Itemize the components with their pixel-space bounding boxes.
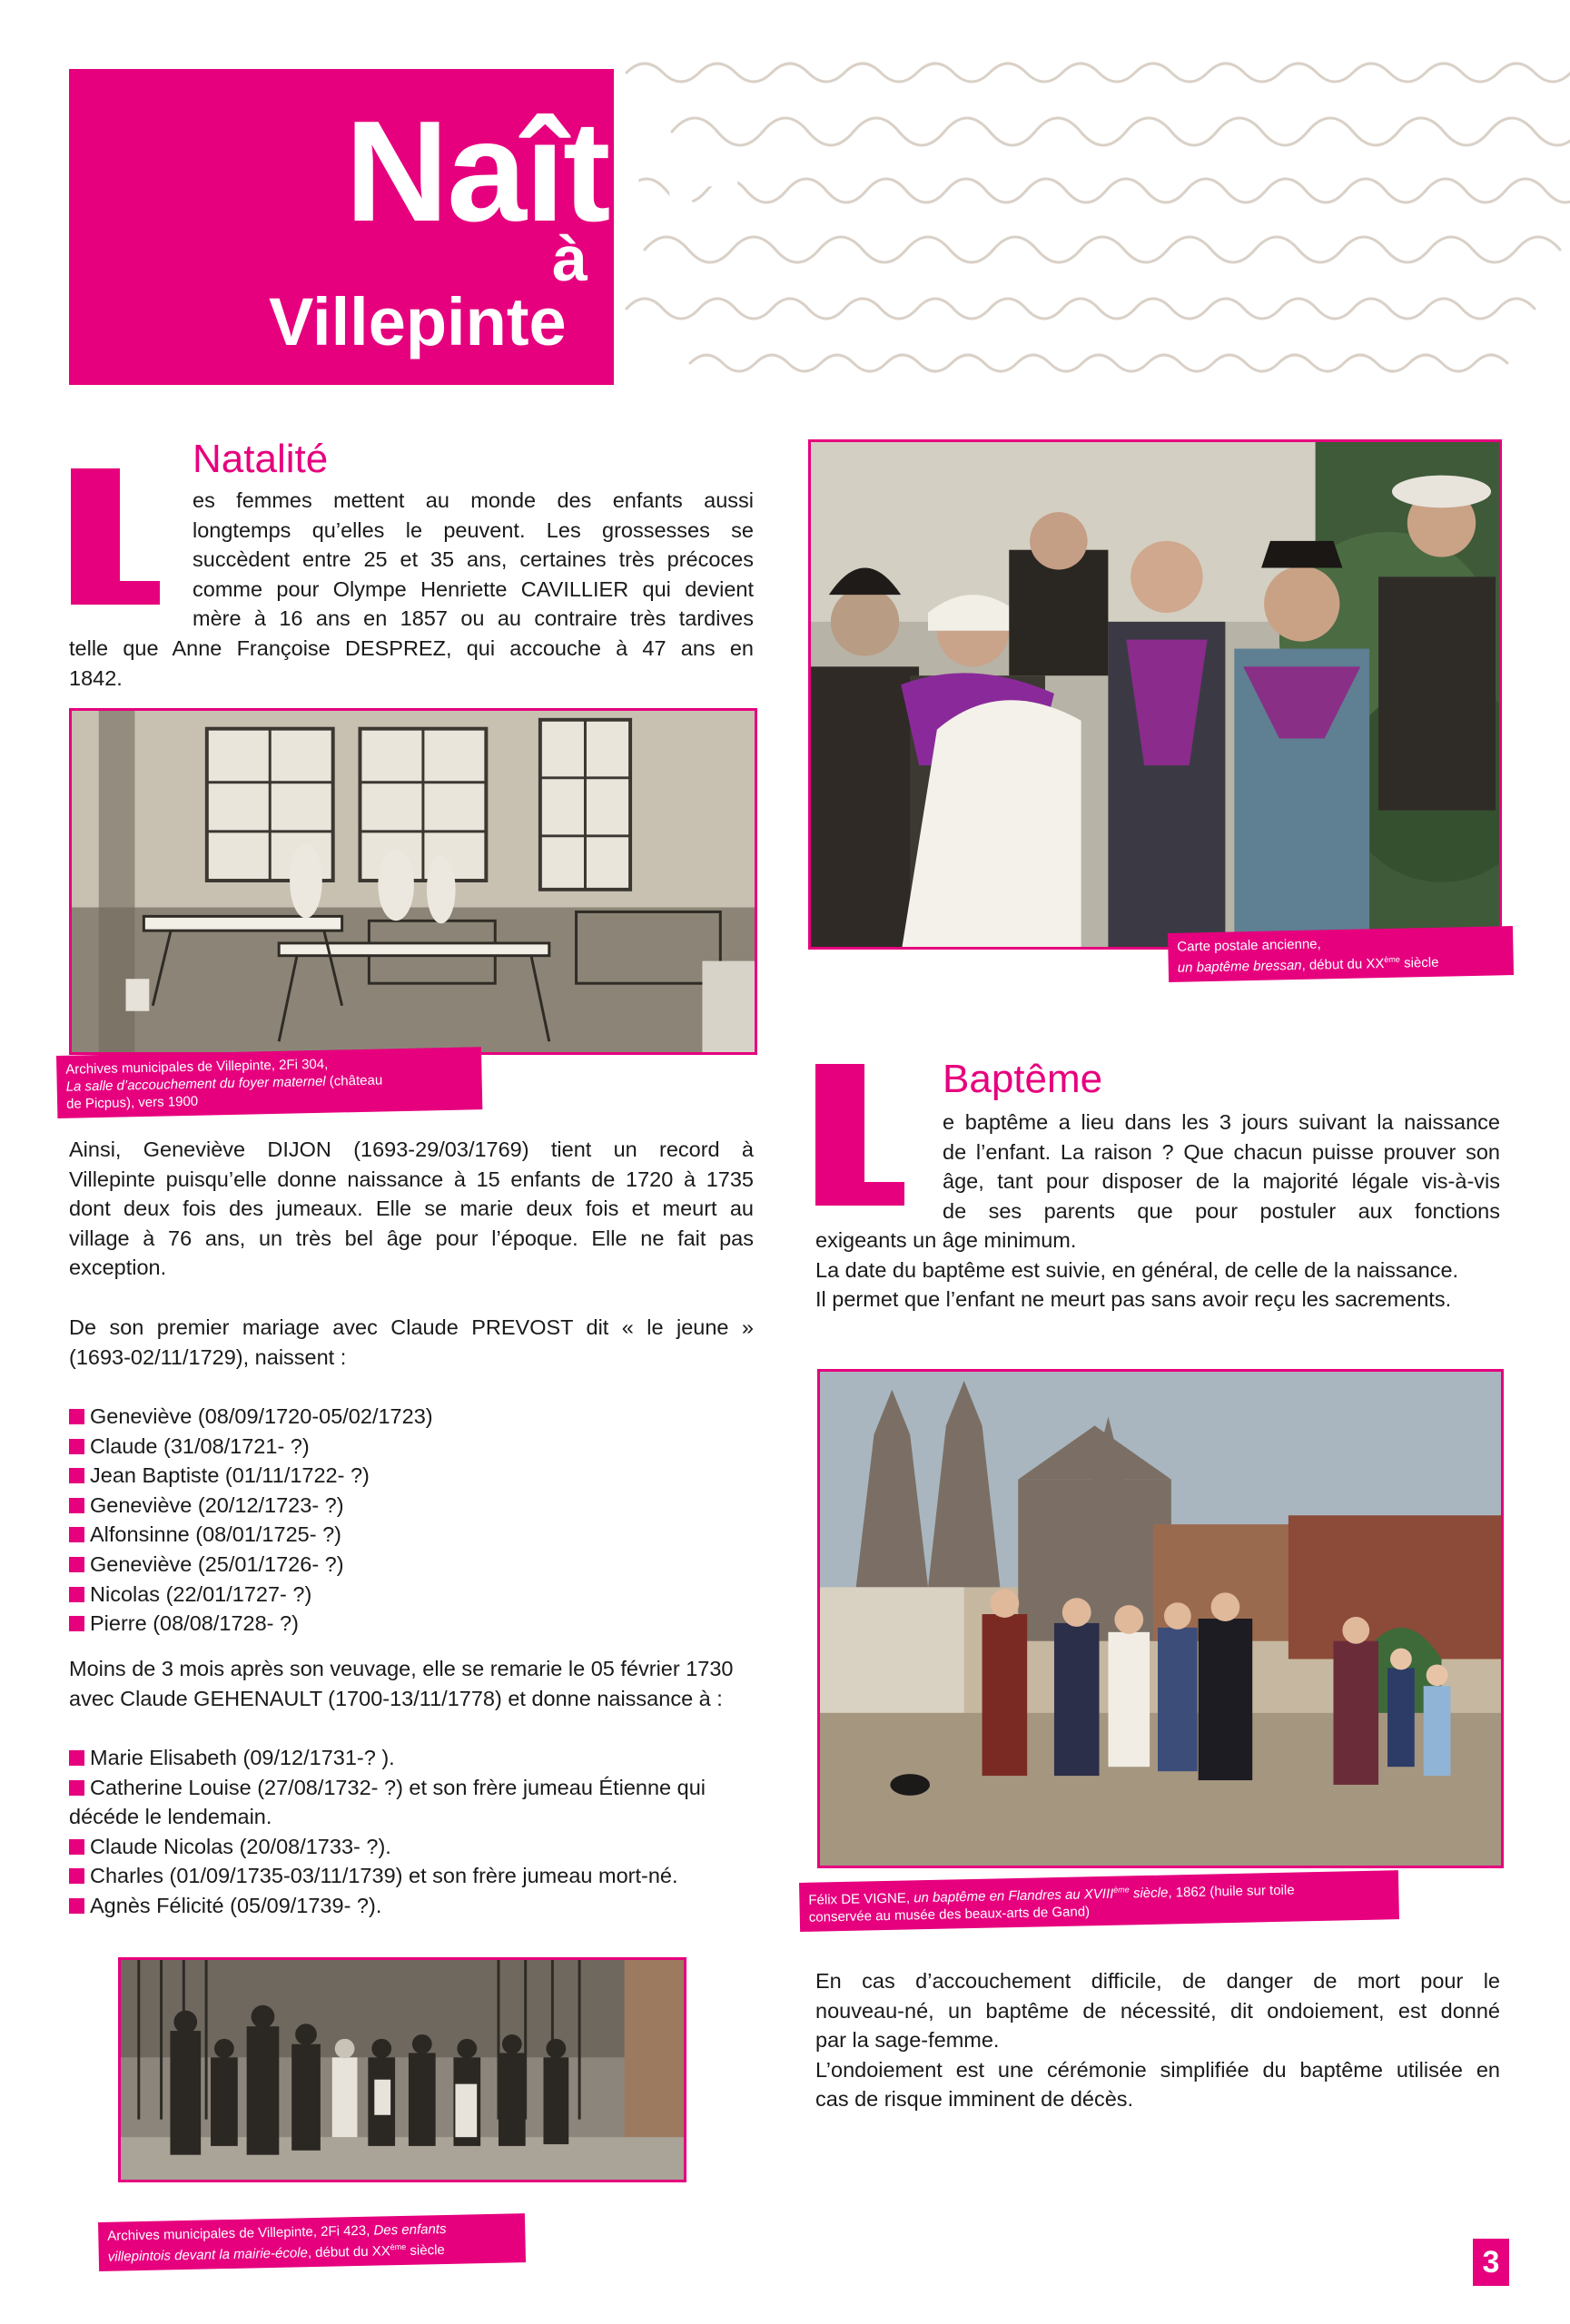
text-line: es femmes mettent au monde des enfants aussi: [193, 488, 754, 512]
text-line: âge, tant pour disposer de la majorité légale vis-à-vis: [943, 1169, 1500, 1194]
dropcap-l-bapteme: [815, 1064, 864, 1206]
list-item: Marie Elisabeth (09/12/1731-? ).: [69, 1743, 706, 1773]
photo-school-children: [118, 1957, 686, 2182]
bapteme-paragraph-part1: [943, 1108, 1500, 1226]
bullet-square-icon: [69, 1527, 84, 1542]
text-line: cas de risque imminent de décès.: [815, 2087, 1134, 2112]
text-line: 1842.: [69, 665, 123, 690]
page-number: 3: [1473, 2239, 1509, 2286]
list-item: Nicolas (22/01/1727- ?): [69, 1580, 433, 1610]
handwritten-manuscript-background: [617, 45, 1570, 390]
list-item: Geneviève (20/12/1723- ?): [69, 1491, 433, 1521]
caption-author: Félix DE VIGNE,: [808, 1890, 914, 1908]
text-line: En cas d’accouchement difficile, de danger de mort pour le: [815, 1969, 1500, 1993]
text-line: longtemps qu’elles le peuvent. Les grossesses se: [193, 517, 754, 542]
caption-title: un baptême en Flandres au XVIII: [913, 1886, 1114, 1906]
list-item: Alfonsinne (08/01/1725- ?): [69, 1520, 433, 1550]
text-line: nouveau-né, un baptême de nécessité, dit ondoiement, est donné: [815, 1998, 1500, 2023]
list-item: Claude Nicolas (20/08/1733- ?).: [69, 1832, 706, 1862]
caption-text: (château: [325, 1072, 383, 1089]
bullet-square-icon: [69, 1780, 84, 1796]
text-line: avec Claude GEHENAULT (1700-13/11/1778) et donne naissance à :: [69, 1686, 723, 1710]
natalite-paragraph-part1: [193, 486, 754, 634]
caption-school-children: Archives municipales de Villepinte, 2Fi 423, Des enfants villepintois devant la mairie-école, début du XXème siècle: [98, 2213, 526, 2271]
text-line: exigeants un âge minimum.: [815, 1228, 1077, 1252]
first-marriage-paragraph: [69, 1313, 754, 1372]
first-marriage-children-list: [69, 1402, 433, 1639]
bullet-square-icon: [69, 1868, 84, 1884]
bullet-square-icon: [69, 1839, 84, 1855]
text-line: telle que Anne Françoise DESPREZ, qui accouche à 47 ans en: [69, 636, 754, 660]
caption-bresse-baptism: Carte postale ancienne, un baptême bressan, début du XXème siècle: [1168, 926, 1514, 982]
list-item: Geneviève (25/01/1726- ?): [69, 1550, 433, 1580]
title-main-start: Naî: [345, 92, 563, 251]
bullet-square-icon: [69, 1439, 84, 1454]
list-item: Jean Baptiste (01/11/1722- ?): [69, 1461, 433, 1491]
dropcap-l-natalite: [71, 468, 120, 605]
text-line: Ainsi, Geneviève DIJON (1693-29/03/1769) tient un record à: [69, 1137, 754, 1161]
photo-flanders-baptism-painting: [817, 1369, 1504, 1868]
list-item: Pierre (08/08/1728- ?): [69, 1609, 433, 1639]
dijon-paragraph: [69, 1135, 754, 1283]
caption-title: Des enfants: [373, 2221, 447, 2239]
list-item: Claude (31/08/1721- ?): [69, 1432, 433, 1462]
caption-text: de Picpus), vers 1900: [65, 1093, 199, 1112]
section-heading-bapteme: Baptême: [943, 1057, 1103, 1101]
caption-text: conservée au musée des beaux-arts de Gand): [808, 1904, 1091, 1925]
text-line: e baptême a lieu dans les 3 jours suivant la naissance: [943, 1110, 1500, 1134]
bullet-square-icon: [69, 1409, 84, 1424]
text-line: de l’enfant. La raison ? Que chacun puisse prouver son: [943, 1139, 1500, 1164]
ondoiement-paragraph: [815, 1966, 1500, 2114]
bullet-square-icon: [69, 1750, 84, 1766]
caption-source: Archives municipales de Villepinte, 2Fi 423,: [107, 2222, 374, 2244]
list-item: Catherine Louise (27/08/1732- ?) et son frère jumeau Étienne qui: [69, 1773, 706, 1803]
caption-title: un baptême bressan: [1177, 957, 1302, 976]
text-line: mère à 16 ans en 1857 ou au contraire très tardives: [193, 606, 754, 631]
list-item: Charles (01/09/1735-03/11/1739) et son frère jumeau mort-né.: [69, 1861, 706, 1891]
text-line: de ses parents que pour postuler aux fonctions: [943, 1198, 1500, 1223]
title-city: Villepinte: [269, 284, 567, 359]
bullet-square-icon: [69, 1557, 84, 1572]
text-line: Moins de 3 mois après son veuvage, elle se remarie le 05 février 1730: [69, 1657, 734, 1680]
list-item: décéde le lendemain.: [69, 1805, 272, 1829]
bullet-square-icon: [69, 1616, 84, 1631]
text-line: comme pour Olympe Henriette CAVILLIER qui devient: [193, 576, 754, 601]
caption-text: Carte postale ancienne,: [1177, 936, 1321, 955]
list-item: Agnès Félicité (05/09/1739- ?).: [69, 1891, 706, 1921]
text-line: par la sage-femme.: [815, 2028, 1000, 2053]
section-heading-natalite: Natalité: [193, 437, 329, 481]
text-line: Villepinte puisqu’elle donne naissance à 15 enfants de 1720 à 1735: [69, 1167, 754, 1191]
caption-flanders-baptism: Félix DE VIGNE, un baptême en Flandres au XVIIIème siècle, 1862 (huile sur toile conservée au musée des beaux-arts de Gand): [799, 1870, 1399, 1932]
page-title: [345, 92, 741, 251]
bullet-square-icon: [69, 1898, 84, 1914]
list-item: Geneviève (08/09/1720-05/02/1723): [69, 1402, 433, 1432]
text-line: Il permet que l’enfant ne meurt pas sans avoir reçu les sacrements.: [815, 1287, 1452, 1312]
bullet-square-icon: [69, 1468, 84, 1483]
text-line: L’ondoiement est une cérémonie simplifiée du baptême utilisée en: [815, 2057, 1500, 2082]
text-line: village à 76 ans, un très bel âge pour l’époque. Elle ne fait pas: [69, 1226, 754, 1250]
text-line: succèdent entre 25 et 35 ans, certaines très précoces: [193, 547, 754, 572]
caption-title: La salle d’accouchement du foyer maternel: [65, 1073, 326, 1095]
caption-title: villepintois devant la mairie-école: [107, 2245, 309, 2265]
second-marriage-paragraph: [69, 1654, 754, 1713]
title-preposition: à: [552, 223, 588, 294]
text-line: De son premier mariage avec Claude PREVOST dit « le jeune »: [69, 1315, 754, 1339]
photo-maternity-ward: [69, 708, 757, 1055]
second-marriage-children-list: [69, 1743, 706, 1921]
caption-maternity-ward: [56, 1047, 482, 1118]
bapteme-paragraph-part2: [815, 1226, 1500, 1315]
text-line: dont deux fois des jumeaux. Elle se marie deux fois et meurt au: [69, 1196, 754, 1221]
text-line: (1693-02/11/1729), naissent :: [69, 1344, 347, 1369]
caption-source: Archives municipales de Villepinte, 2Fi 304,: [65, 1056, 329, 1078]
bullet-square-icon: [69, 1587, 84, 1602]
title-main-end: tre: [562, 92, 741, 251]
bullet-square-icon: [69, 1498, 84, 1513]
text-line: La date du baptême est suivie, en général, de celle de la naissance.: [815, 1257, 1459, 1282]
natalite-paragraph-part2: [69, 634, 754, 693]
text-line: exception.: [69, 1256, 167, 1280]
photo-bresse-baptism-postcard: [808, 439, 1502, 950]
